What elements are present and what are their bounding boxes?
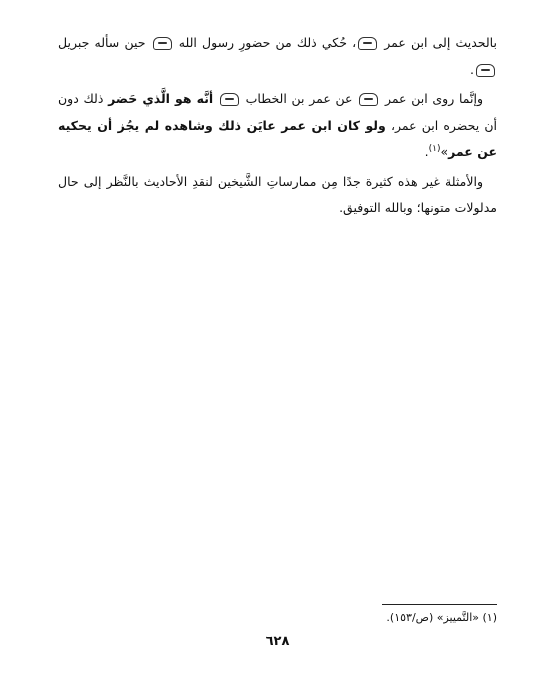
text-run: بالحديث إلى ابن عمر [384, 35, 497, 50]
salutation-icon [153, 37, 172, 50]
footnote: (١) «التَّمييز» (ص/١٥٣). [386, 611, 497, 624]
paragraph-1 [58, 30, 497, 83]
text-run: عن عمر بن الخطاب [245, 91, 353, 106]
bold-text-run: ولو كان ابن عمر عايَن ذلك وشاهده لم يجُز أن يحكيه عن عمر [58, 117, 497, 159]
salutation-icon [358, 37, 377, 50]
footnote-marker[interactable]: (١) [428, 143, 441, 154]
text-run: ذلك دون أن يحضره ابن عمر، [58, 91, 497, 133]
salutation-icon [359, 93, 378, 106]
text-run: حين سأله جبريل [58, 35, 146, 50]
text-run: وإنَّما روى ابن عمر [384, 91, 483, 106]
main-text [58, 30, 497, 225]
paragraph-2 [58, 86, 497, 166]
paragraph-3: والأمثلة غير هذه كثيرة جدًا مِن ممارساتِ الشَّيخين لنقدِ الأحاديث بالنَّظر إلى حال مدلولات متونها؛ وبالله التوفيق. [58, 173, 497, 215]
text-run: » [440, 144, 449, 159]
text-run: ، حُكي ذلك من حضورِ رسول الله [178, 35, 357, 50]
page-number: ٦٢٨ [265, 634, 290, 649]
bold-text-run: أنَّه هو الَّذي حَضر [108, 91, 214, 106]
salutation-icon [220, 93, 239, 106]
text-run: . [470, 61, 474, 77]
salutation-icon [476, 64, 495, 77]
text-run: . [424, 144, 429, 159]
footnote-divider [382, 604, 497, 605]
